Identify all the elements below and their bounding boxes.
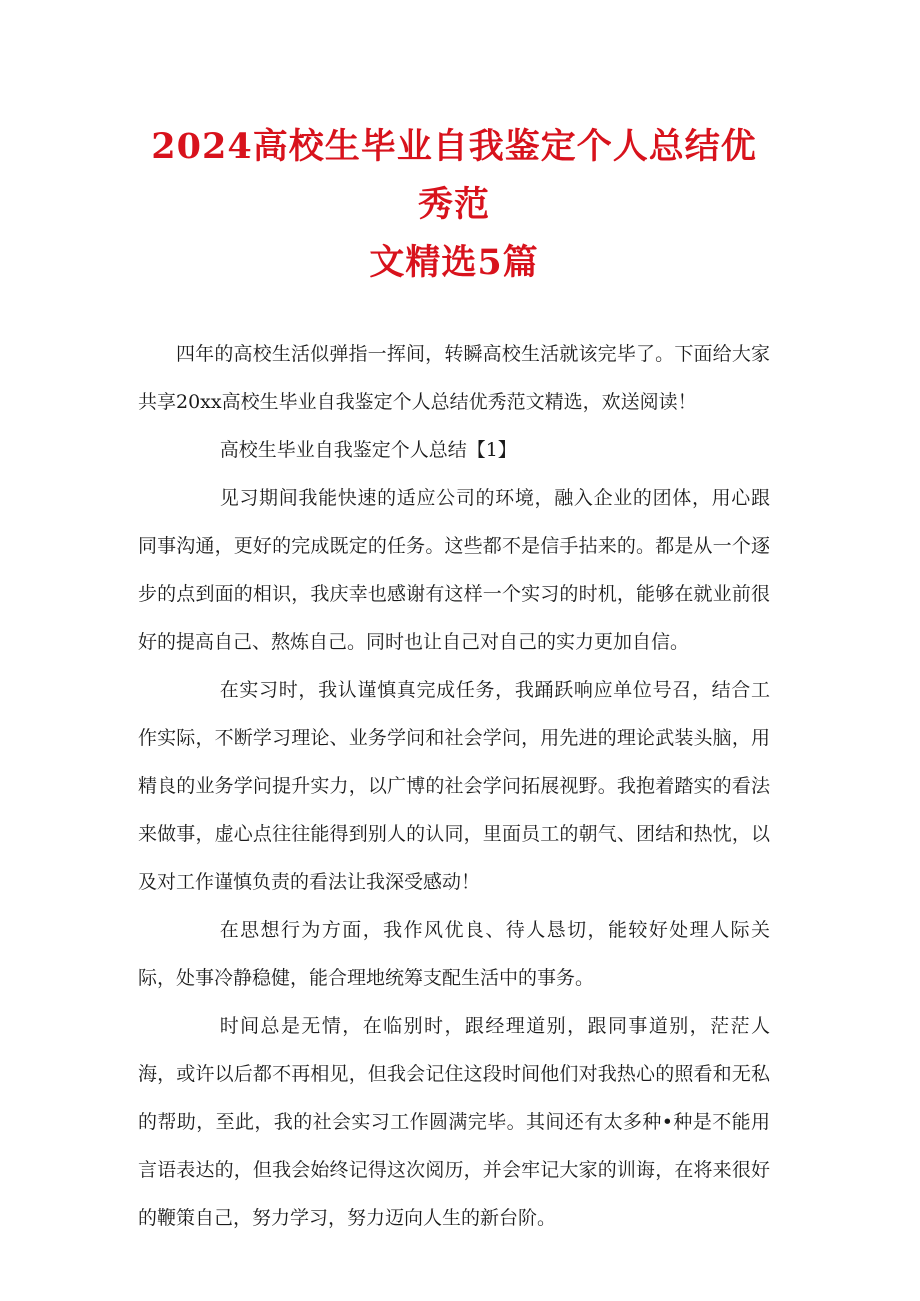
body-paragraph-3: 在思想行为方面，我作风优良、待人恳切，能较好处理人际关际，处事冷静稳健，能合理地统筹支配生活中的事务。 <box>138 919 770 989</box>
intro-paragraph: 四年的高校生活似弹指一挥间，转瞬高校生活就该完毕了。下面给大家共享20xx高校生毕业自我鉴定个人总结优秀范文精选，欢送阅读！ <box>138 343 770 413</box>
document-body <box>138 330 770 1242</box>
body-paragraph-4: 时间总是无情，在临别时，跟经理道别，跟同事道别，茫茫人海，或许以后都不再相见，但我会记住这段时间他们对我热心的照看和无私的帮助，至此，我的社会实习工作圆满完毕。其间还有太多种•种是不能用言语表达的，但我会始终记得这次阅历，并会牢记大家的训诲，在将来很好的鞭策自己，努力学习，努力迈向人生的新台阶。 <box>138 1015 770 1229</box>
body-paragraph-2: 在实习时，我认谨慎真完成任务，我踊跃响应单位号召，结合工作实际，不断学习理论、业务学问和社会学问，用先进的理论武装头脑，用精良的业务学问提升实力，以广博的社会学问拓展视野。我抱着踏实的看法来做事，虚心点往往能得到别人的认同，里面员工的朝气、团结和热忱，以及对工作谨慎负责的看法让我深受感动！ <box>138 679 770 893</box>
body-paragraph-1: 见习期间我能快速的适应公司的环境，融入企业的团体，用心跟同事沟通，更好的完成既定的任务。这些都不是信手拈来的。都是从一个逐步的点到面的相识，我庆幸也感谢有这样一个实习的时机，能够在就业前很好的提高自己、熬炼自己。同时也让自己对自己的实力更加自信。 <box>138 487 770 653</box>
title-line-2: 文精选5篇 <box>369 242 539 283</box>
title-line-1: 2024高校生毕业自我鉴定个人总结优秀范 <box>151 126 757 225</box>
section-heading: 高校生毕业自我鉴定个人总结【1】 <box>219 439 517 461</box>
document-title <box>138 118 770 292</box>
